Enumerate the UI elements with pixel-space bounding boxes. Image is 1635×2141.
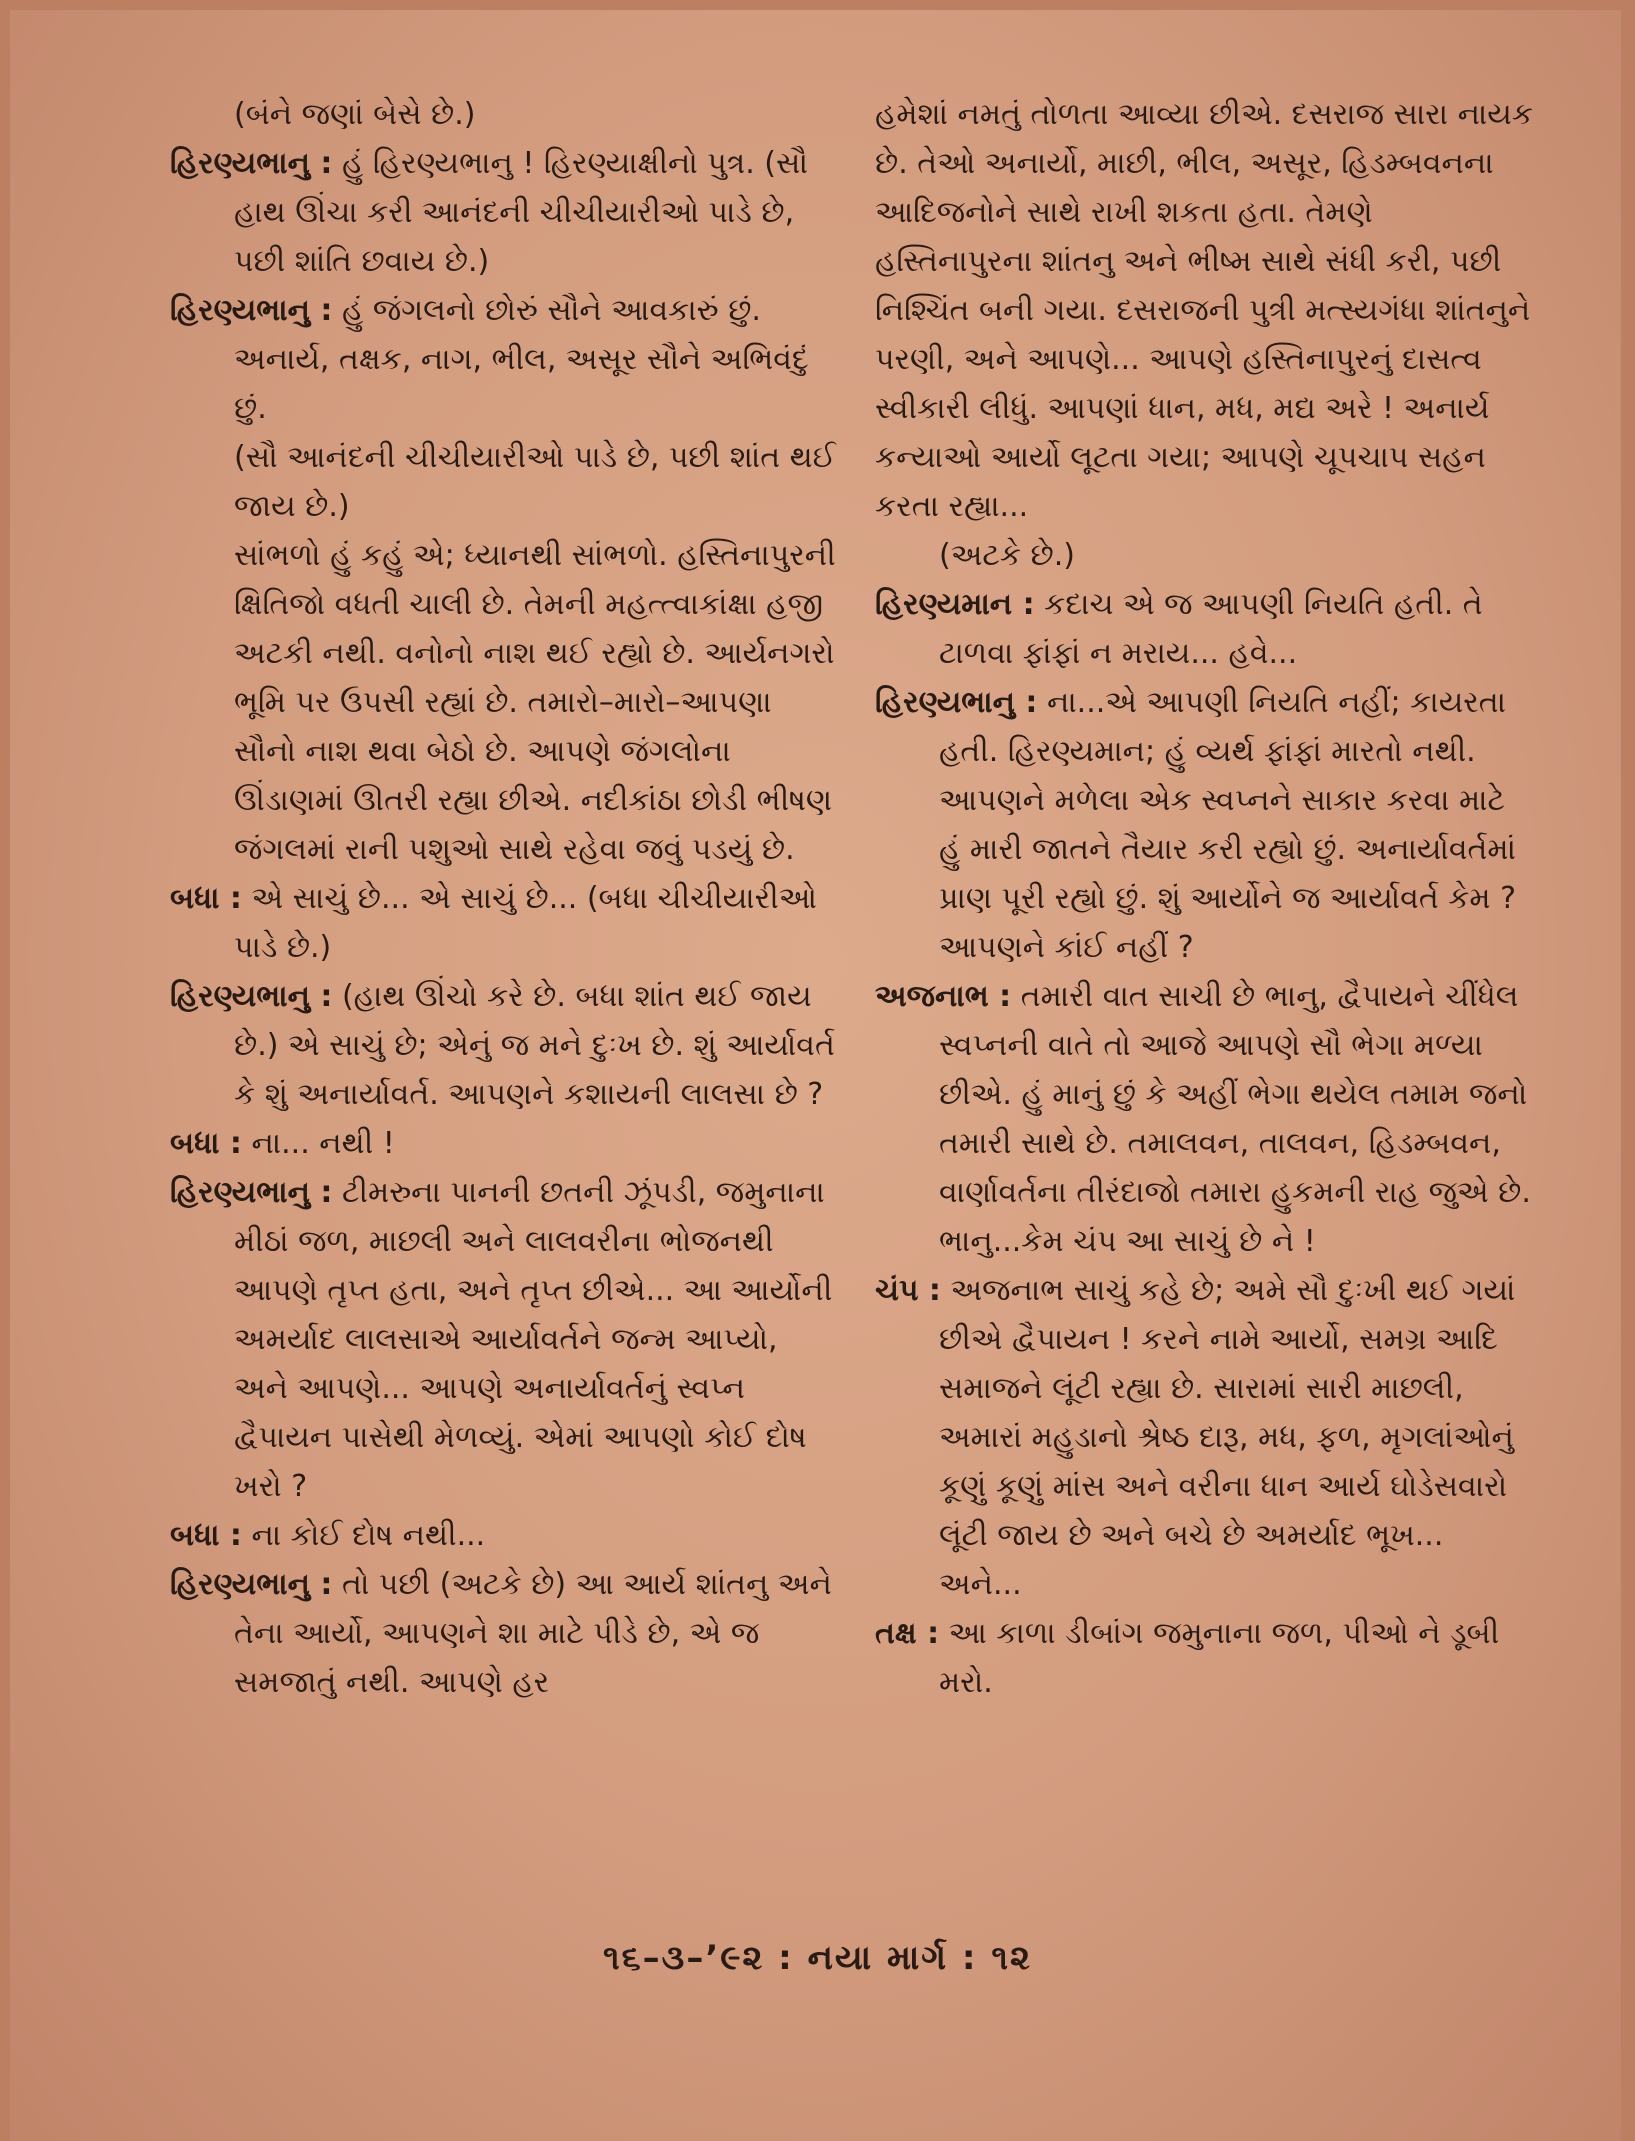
text-paragraph <box>875 90 1535 531</box>
entry-text: સાંભળો હું કહું એ; ધ્યાનથી સાંભળો. હસ્તિનાપુરની ક્ષિતિજો વધતી ચાલી છે. તેમની મહત્ત્વાકાંક્ષા હજી અટકી નથી. વનોનો નાશ થઈ રહ્યો છે. આર્યનગરો ભૂમિ પર ઉપસી રહ્યાં છે. તમારો–મારો–આપણા સૌનો નાશ થવા બેઠો છે. આપણે જંગલોના ઊંડાણમાં ઊતરી રહ્યા છીએ. નદીકાંઠા છોડી ભીષણ જંગલમાં રાની પશુઓ સાથે રહેવા જવું પડયું છે. <box>234 538 836 867</box>
speaker-name: તક્ષ : <box>875 1616 940 1651</box>
text-paragraph <box>170 531 840 874</box>
dialogue-entry <box>170 874 840 972</box>
right-column <box>875 90 1535 1707</box>
entry-text: ટીમરુના પાનની છતની ઝૂંપડી, જમુનાના મીઠાં જળ, માછલી અને લાલવરીના ભોજનથી આપણે તૃપ્ત હતા, અને તૃપ્ત છીએ... આ આર્યોની અમર્યાદ લાલસાએ આર્યાવર્તને જન્મ આપ્યો, અને આપણે... આપણે અનાર્યાવર્તનું સ્વપ્ન દ્વૈપાયન પાસેથી મેળવ્યું. એમાં આપણો કોઈ દોષ ખરો ? <box>234 1175 833 1504</box>
entry-text: ના... નથી ! <box>251 1126 395 1161</box>
entry-text: હમેશાં નમતું તોળતા આવ્યા છીએ. દસરાજ સારા નાયક છે. તેઓ અનાર્યો, માછી, ભીલ, અસૂર, હિડમ્બવનના આદિજનોને સાથે રાખી શકતા હતા. તેમણે હસ્તિનાપુરના શાંતનુ અને ભીષ્મ સાથે સંધી કરી, પછી નિશ્ચિંત બની ગયા. દસરાજની પુત્રી મત્સ્યગંધા શાંતનુને પરણી, અને આપણે... આપણે હસ્તિનાપુરનું દાસત્વ સ્વીકારી લીધું. આપણાં ધાન, મધ, મદ્ય અરે ! અનાર્ય કન્યાઓ આર્યો લૂટતા ગયા; આપણે ચૂપચાપ સહન કરતા રહ્યા... <box>875 97 1534 524</box>
speaker-name: હિરણ્યભાનુ : <box>170 146 333 181</box>
speaker-name: બધા : <box>170 881 242 916</box>
dialogue-entry <box>170 139 840 286</box>
dialogue-entry <box>875 1609 1535 1707</box>
dialogue-entry <box>875 972 1535 1266</box>
dialogue-entry <box>875 580 1535 678</box>
text-paragraph <box>170 90 840 139</box>
entry-text: (બંને જણાં બેસે છે.) <box>234 97 476 132</box>
speaker-name: હિરણ્યમાન : <box>875 587 1035 622</box>
speaker-name: હિરણ્યભાનુ : <box>875 685 1038 720</box>
page-top-edge <box>0 0 1635 10</box>
left-column <box>170 90 840 1707</box>
entry-text: ના કોઈ દોષ નથી... <box>251 1518 486 1553</box>
entry-text: કદાચ એ જ આપણી નિયતિ હતી. તે ટાળવા ફાંફાં ન મરાય... હવે... <box>939 587 1483 671</box>
dialogue-entry <box>170 1119 840 1168</box>
speaker-name: હિરણ્યભાનુ : <box>170 979 333 1014</box>
dialogue-entry <box>170 1511 840 1560</box>
speaker-name: હિરણ્યભાનુ : <box>170 1567 333 1602</box>
dialogue-entry <box>875 1266 1535 1609</box>
dialogue-entry <box>875 678 1535 972</box>
entry-text: તમારી વાત સાચી છે ભાનુ, દ્વૈપાયને ચીંધેલ સ્વપ્નની વાતે તો આજે આપણે સૌ ભેગા મળ્યા છીએ. હું માનું છું કે અહીં ભેગા થયેલ તમામ જનો તમારી સાથે છે. તમાલવન, તાલવન, હિડમ્બવન, વાર્ણાવર્તના તીરંદાજો તમારા હુકમની રાહ જુએ છે. ભાનુ...કેમ ચંપ આ સાચું છે ને ! <box>939 979 1531 1259</box>
speaker-name: અજનાભ : <box>875 979 1012 1014</box>
text-paragraph <box>875 531 1535 580</box>
speaker-name: હિરણ્યભાનુ : <box>170 1175 333 1210</box>
speaker-name: બધા : <box>170 1126 242 1161</box>
dialogue-entry <box>170 1168 840 1511</box>
dialogue-entry <box>170 972 840 1119</box>
entry-text: (સૌ આનંદની ચીચીયારીઓ પાડે છે, પછી શાંત થઈ જાય છે.) <box>234 440 836 524</box>
speaker-name: બધા : <box>170 1518 242 1553</box>
speaker-name: હિરણ્યભાનુ : <box>170 293 333 328</box>
speaker-name: ચંપ : <box>875 1273 941 1308</box>
page-footer: ૧૬–૩–’૯૨ : નયા માર્ગ : ૧૨ <box>602 1938 1032 1978</box>
entry-text: (હાથ ઊંચો કરે છે. બધા શાંત થઈ જાય છે.) એ સાચું છે; એનું જ મને દુઃખ છે. શું આર્યાવર્ત કે શું અનાર્યાવર્ત. આપણને કશાયની લાલસા છે ? <box>234 979 835 1112</box>
entry-text: ના...એ આપણી નિયતિ નહીં; કાયરતા હતી. હિરણ્યમાન; હું વ્યર્થ ફાંફાં મારતો નથી. આપણને મળેલા એક સ્વપ્નને સાકાર કરવા માટે હું મારી જાતને તૈયાર કરી રહ્યો છું. અનાર્યાવર્તમાં પ્રાણ પૂરી રહ્યો છું. શું આર્યોને જ આર્યાવર્ત કેમ ? આપણને કાંઈ નહીં ? <box>939 685 1517 965</box>
entry-text: એ સાચું છે... એ સાચું છે... (બધા ચીચીયારીઓ પાડે છે.) <box>234 881 817 965</box>
entry-text: હું હિરણ્યભાનુ ! હિરણ્યાક્ષીનો પુત્ર. (સૌ હાથ ઊંચા કરી આનંદની ચીચીયારીઓ પાડે છે, પછી શાંતિ છવાય છે.) <box>234 146 808 279</box>
entry-text: તો પછી (અટકે છે) આ આર્ય શાંતનુ અને તેના આર્યો, આપણને શા માટે પીડે છે, એ જ સમજાતું નથી. આપણે હર <box>234 1567 832 1700</box>
dialogue-entry <box>170 1560 840 1707</box>
dialogue-entry <box>170 286 840 433</box>
entry-text: અજનાભ સાચું કહે છે; અમે સૌ દુઃખી થઈ ગયાં છીએ દ્વૈપાયન ! કરને નામે આર્યો, સમગ્ર આદિ સમાજને લૂંટી રહ્યા છે. સારામાં સારી માછલી, અમારાં મહુડાનો શ્રેષ્ઠ દારૂ, મધ, ફળ, મૃગલાંઓનું કૂણું કૂણું માંસ અને વરીના ધાન આર્ય ઘોડેસવારો લૂંટી જાય છે અને બચે છે અમર્યાદ ભૂખ... અને... <box>939 1273 1516 1602</box>
page-right-edge <box>1621 0 1635 2141</box>
entry-text: હું જંગલનો છોરું સૌને આવકારું છું. અનાર્ય, તક્ષક, નાગ, ભીલ, અસૂર સૌને અભિવંદું છું. <box>234 293 809 426</box>
page-left-edge <box>0 0 10 2141</box>
entry-text: (અટકે છે.) <box>939 538 1075 573</box>
entry-text: આ કાળા ડીબાંગ જમુનાના જળ, પીઓ ને ડૂબી મરો. <box>939 1616 1500 1700</box>
text-paragraph <box>170 433 840 531</box>
